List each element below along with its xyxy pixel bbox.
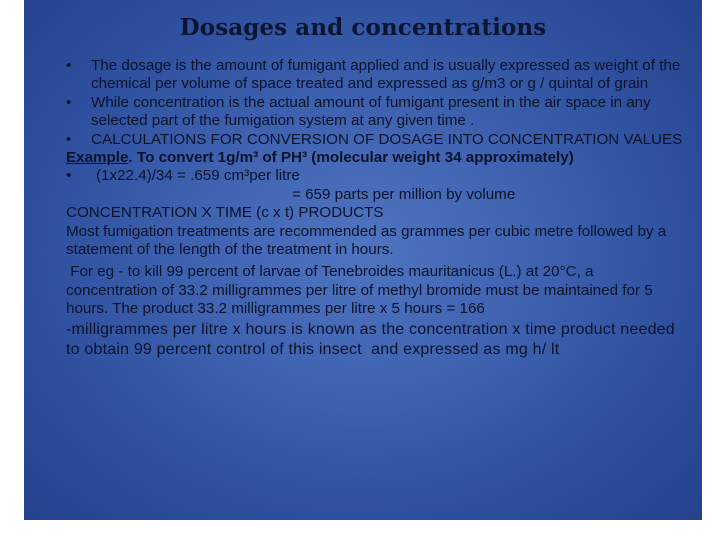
bullet-concentration	[66, 94, 688, 131]
bullet-dosage-text: The dosage is the amount of fumigant applied and is usually expressed as weight of the chemical per volume of space treated and expressed as g/m3 or g / quintal of grain	[91, 57, 681, 93]
example-label: Example	[66, 149, 129, 167]
paragraph-most-treatments: Most fumigation treatments are recommended as grammes per cubic metre followed by a statement of the length of the treatment in hours.	[66, 222, 667, 259]
ct-heading: CONCENTRATION X TIME (c x t) PRODUCTS	[66, 204, 384, 222]
calculation-ppm: = 659 parts per million by volume	[292, 185, 516, 203]
bullet-calculations-text: CALCULATIONS FOR CONVERSION OF DOSAGE INTO CONCENTRATION VALUES	[91, 130, 683, 148]
bullet-dot: •	[66, 130, 72, 148]
calculation-line	[66, 167, 688, 185]
bullet-dosage	[66, 57, 688, 94]
slide-body	[66, 57, 688, 361]
paragraph-ct-definition: -milligrammes per litre x hours is known as the concentration x time product needed to obtain 99 percent control of this insect and expressed as mg h/ lt	[66, 320, 680, 359]
slide-title: Dosages and concentrations	[179, 14, 547, 41]
paragraph-example-larvae: For eg - to kill 99 percent of larvae of Tenebroides mauritanicus (L.) at 20°C, a concentration of 33.2 milligrammes per litre of methyl bromide must be maintained for 5 hours. The product 33.2 milligrammes per litre x 5 hours = 166	[66, 263, 657, 318]
bullet-dot: •	[66, 93, 72, 111]
bullet-calculations	[66, 131, 688, 149]
example-text: . To convert 1g/m³ of PH³ (molecular weight 34 approximately)	[128, 149, 574, 167]
calculation-formula: (1x22.4)/34 = .659 cm³per litre	[96, 167, 300, 185]
bullet-dot: •	[66, 57, 72, 74]
bullet-concentration-text: While concentration is the actual amount of fumigant present in the air space in any selected part of the fumigation system at any given time .	[91, 93, 651, 130]
slide	[24, 0, 702, 520]
bullet-dot: •	[66, 167, 72, 185]
example-line	[66, 149, 688, 167]
